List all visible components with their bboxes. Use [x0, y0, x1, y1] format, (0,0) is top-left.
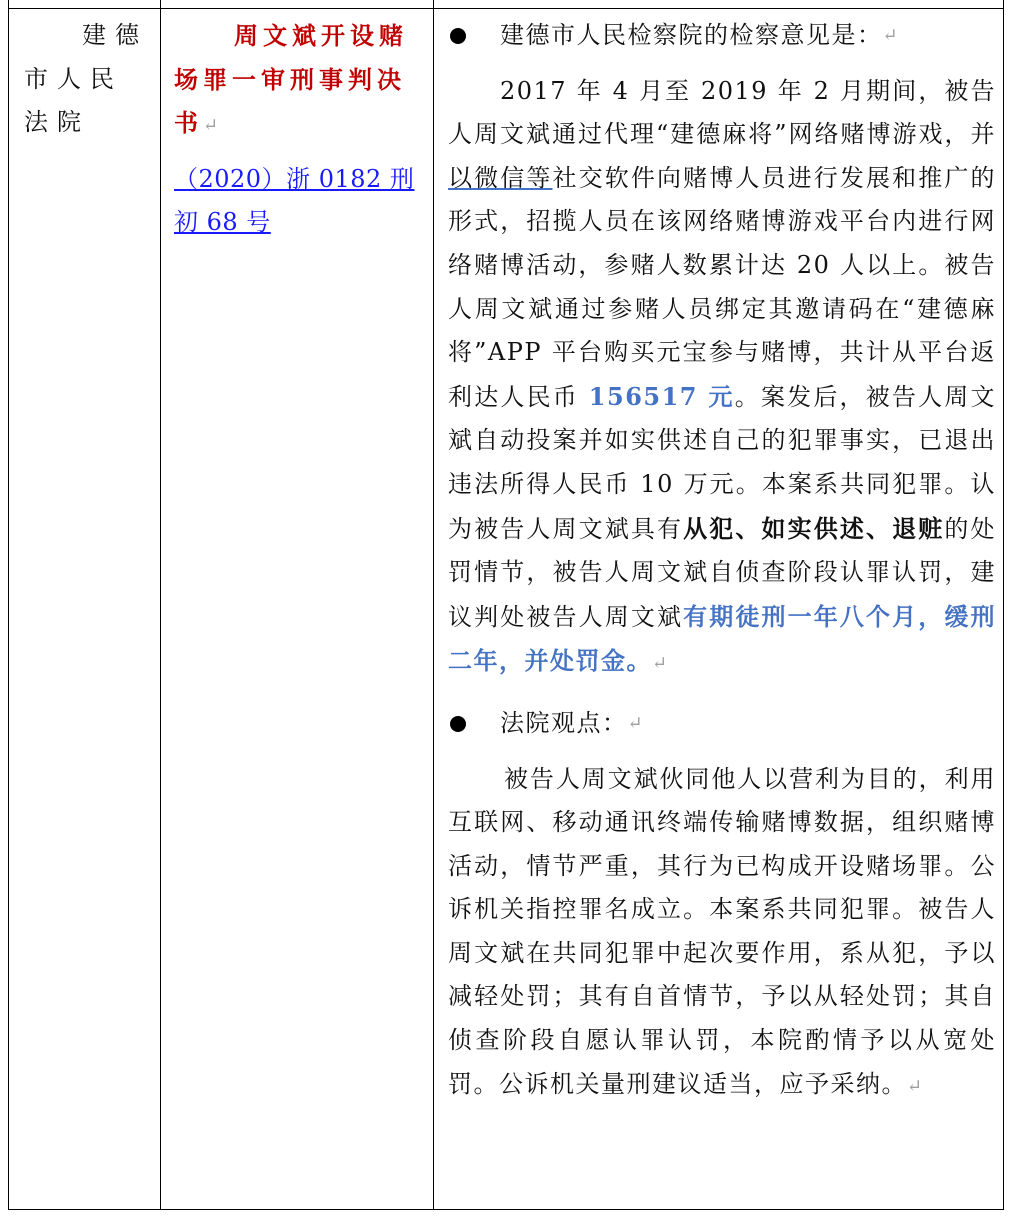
paragraph-mark-icon: ↵ [203, 115, 219, 137]
opinion-cell [448, 14, 996, 1108]
table-right-border [1003, 0, 1004, 1210]
table-bottom-border [8, 1209, 1004, 1210]
procuratorate-opinion: 2017 年 4 月至 2019 年 2 月期间，被告人周文斌通过代理“建德麻将”网络赌博游戏，并以微信等社交软件向赌博人员进行发展和推广的形式，招揽人员在该网络赌博游戏平台内进行网络赌博活动，参赌人数累计达 20 人以上。被告人周文斌通过参赌人员绑定其邀请码在“建德麻将”APP 平台购买元宝参与赌博，共计从平台返利达人民币 156517 元。案发后，被告人周文斌自动投案并如实供述自己的犯罪事实，已退出违法所得人民币 10 万元。本案系共同犯罪。认为被告人周文斌具有从犯、如实供述、退赃的处罚情节，被告人周文斌自侦查阶段认罪认罚，建议判处被告人周文斌有期徒刑一年八个月，缓刑二年，并处罚金。↵ [448, 76, 996, 676]
court-opinion: 被告人周文斌伙同他人以营利为目的，利用互联网、移动通讯终端传输赌博数据，组织赌博活动，情节严重，其行为已构成开设赌场罪。公诉机关指控罪名成立。本案系共同犯罪。被告人周文斌在共同犯罪中起次要作用，系从犯，予以减轻处罚；其有自首情节，予以从轻处罚；其自侦查阶段自愿认罪认罚，本院酌情予以从宽处罚。公诉机关量刑建议适当，应予采纳。↵ [448, 764, 996, 1098]
amount-highlight: 156517 元 [588, 381, 735, 411]
court-bullet [448, 702, 996, 746]
bullet-icon [450, 28, 466, 44]
paragraph-mark-icon: ↵ [882, 25, 898, 46]
case-title: 周文斌开设赌场罪一审刑事判决书↵ [174, 21, 408, 138]
case-cell [174, 14, 426, 245]
court-name: 建德市人民法院 [24, 21, 148, 137]
paragraph-mark-icon: ↵ [627, 712, 643, 734]
table-top-border [8, 8, 1004, 9]
procuratorate-bullet [448, 14, 996, 58]
factors-bold: 从犯、如实供述、退赃 [683, 513, 945, 543]
procuratorate-heading: 建德市人民检察院的检察意见是： [500, 21, 883, 49]
court-cell [24, 14, 154, 145]
case-number-link[interactable]: （2020）浙 0182 刑初 68 号 [174, 164, 415, 237]
sentence-highlight: 有期徒刑一年八个月，缓刑二年，并处罚金。 [448, 601, 996, 676]
column-divider-1 [160, 0, 161, 1210]
table-left-border [8, 0, 9, 1210]
column-divider-2 [433, 0, 434, 1210]
court-heading: 法院观点： [500, 708, 628, 737]
bullet-icon [450, 716, 466, 732]
